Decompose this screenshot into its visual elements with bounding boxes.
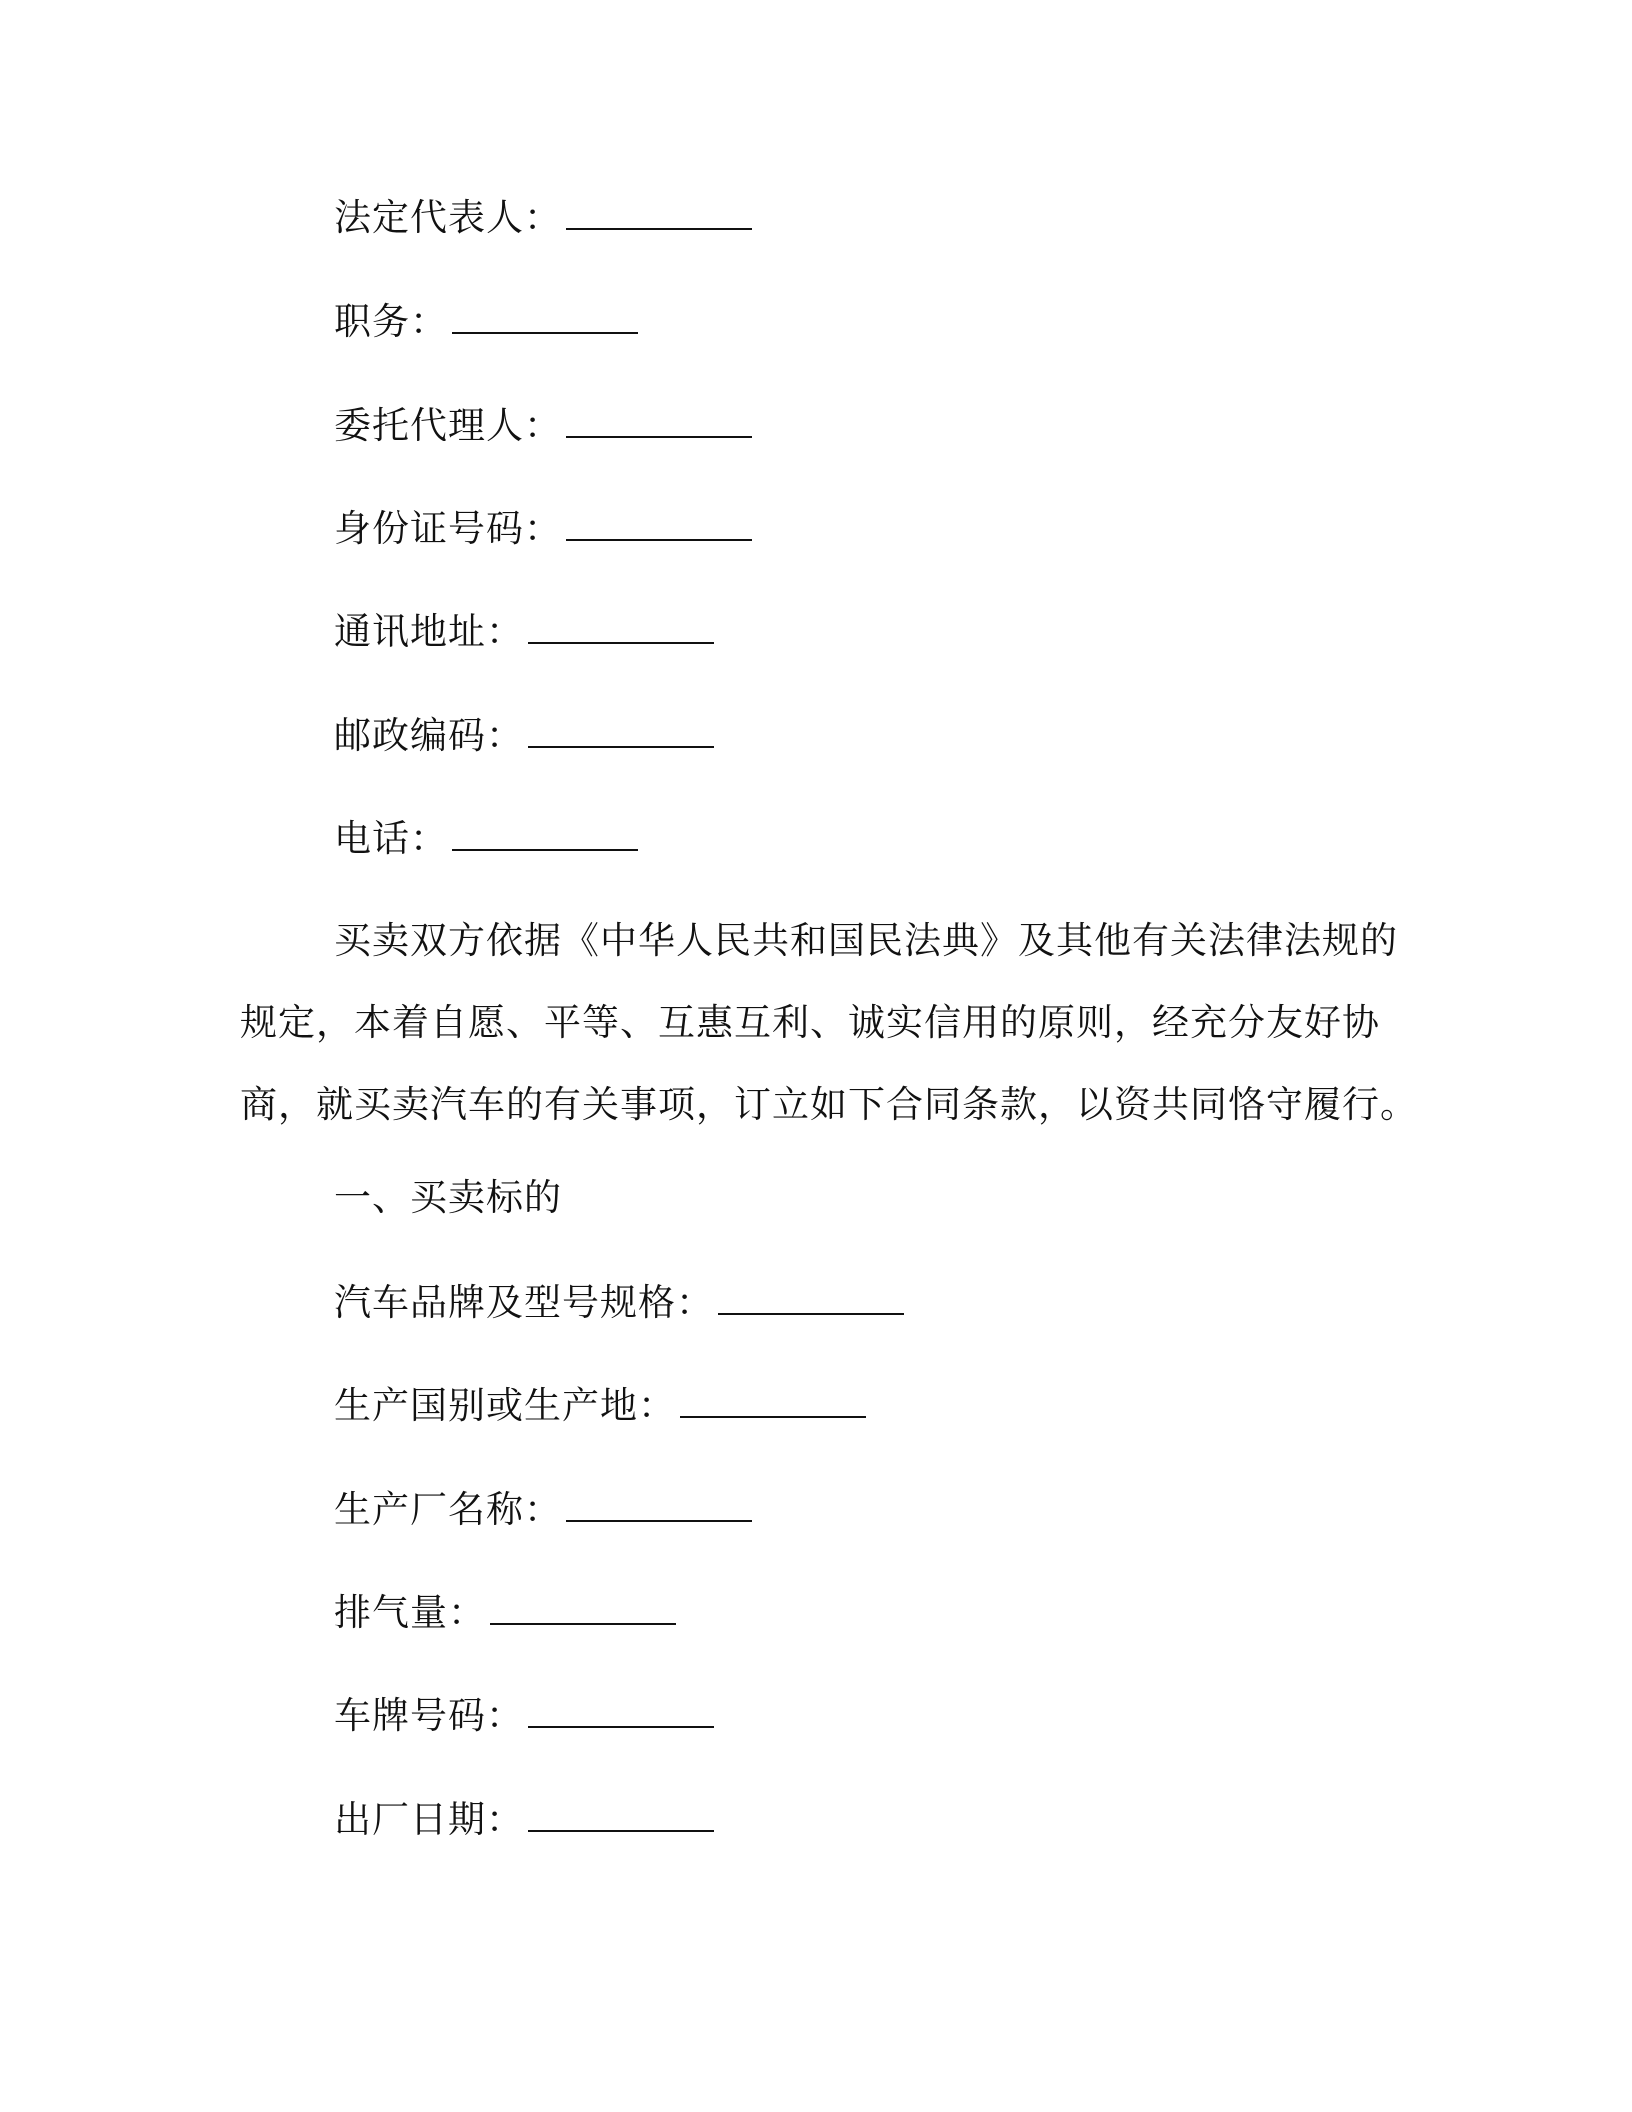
field-label: 法定代表人： xyxy=(334,196,562,239)
fill-in-blank[interactable] xyxy=(718,1277,904,1315)
fill-in-blank[interactable] xyxy=(528,710,714,748)
preamble-line: 买卖双方依据《中华人民共和国民法典》及其他有关法律法规的 xyxy=(334,919,1398,962)
field-telephone xyxy=(334,813,638,863)
fill-in-blank[interactable] xyxy=(528,1690,714,1728)
fill-in-blank[interactable] xyxy=(528,1794,714,1832)
fill-in-blank[interactable] xyxy=(566,503,752,541)
field-manufacture-date xyxy=(334,1794,714,1844)
field-license-plate xyxy=(334,1690,714,1740)
field-label: 车牌号码： xyxy=(334,1694,524,1737)
field-displacement xyxy=(334,1587,676,1637)
section-heading: 一、买卖标的 xyxy=(334,1176,562,1219)
field-label: 通讯地址： xyxy=(334,610,524,653)
field-label: 出厂日期： xyxy=(334,1798,524,1841)
field-postal-code xyxy=(334,710,714,760)
field-label: 邮政编码： xyxy=(334,714,524,757)
fill-in-blank[interactable] xyxy=(490,1587,676,1625)
field-label: 职务： xyxy=(334,300,448,343)
field-vehicle-brand-model xyxy=(334,1277,904,1327)
field-country-of-production xyxy=(334,1380,866,1430)
field-position xyxy=(334,296,638,346)
field-authorized-agent xyxy=(334,400,752,450)
field-label: 委托代理人： xyxy=(334,404,562,447)
field-manufacturer-name xyxy=(334,1484,752,1534)
fill-in-blank[interactable] xyxy=(452,296,638,334)
field-label: 汽车品牌及型号规格： xyxy=(334,1281,714,1324)
fill-in-blank[interactable] xyxy=(452,813,638,851)
field-id-number xyxy=(334,503,752,553)
field-label: 身份证号码： xyxy=(334,507,562,550)
preamble-line: 规定，本着自愿、平等、互惠互利、诚实信用的原则，经充分友好协 xyxy=(240,1001,1380,1044)
fill-in-blank[interactable] xyxy=(528,606,714,644)
field-label: 生产厂名称： xyxy=(334,1488,562,1531)
fill-in-blank[interactable] xyxy=(566,192,752,230)
fill-in-blank[interactable] xyxy=(680,1380,866,1418)
fill-in-blank[interactable] xyxy=(566,400,752,438)
field-label: 电话： xyxy=(334,817,448,860)
field-mailing-address xyxy=(334,606,714,656)
field-label: 生产国别或生产地： xyxy=(334,1384,676,1427)
field-label: 排气量： xyxy=(334,1591,486,1634)
preamble-paragraph xyxy=(240,916,1418,1130)
preamble-line: 商，就买卖汽车的有关事项，订立如下合同条款，以资共同恪守履行。 xyxy=(240,1083,1418,1126)
field-legal-representative xyxy=(334,192,752,242)
fill-in-blank[interactable] xyxy=(566,1484,752,1522)
